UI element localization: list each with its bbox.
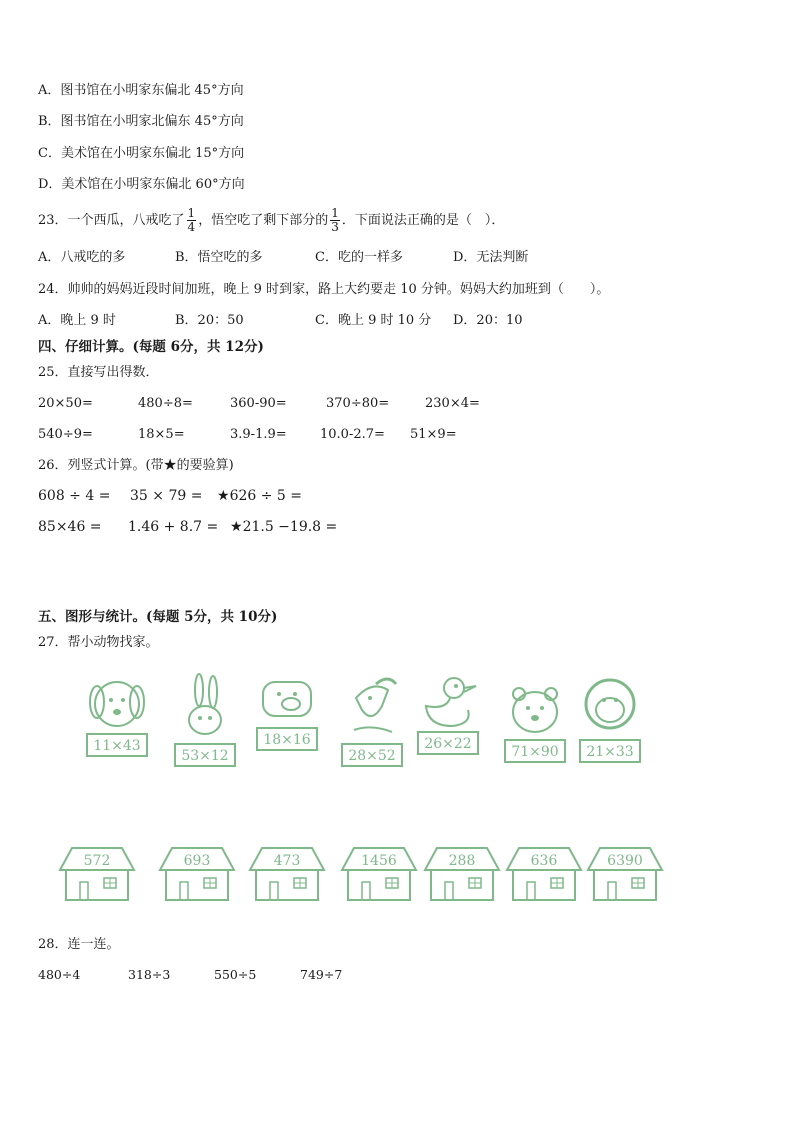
q25-item: 540÷9= — [38, 427, 93, 442]
q26-item-starred — [217, 488, 302, 504]
q26-title: 26．列竖式计算。(带★的要验算) — [38, 458, 234, 473]
q26-item-text: 626 ÷ 5 = — [229, 488, 303, 504]
q28-item: 318÷3 — [128, 967, 171, 982]
q22-option-c: C．美术馆在小明家东偏北 15°方向 — [38, 146, 245, 161]
q25-title: 25．直接写出得数． — [38, 365, 159, 380]
q23-fraction-2 — [330, 207, 340, 234]
q28-item: 480÷4 — [38, 967, 81, 982]
q26-item: 1.46 + 8.7 = — [128, 519, 219, 535]
q23-option-b: B．悟空吃的多 — [175, 250, 263, 265]
animal-label: 18×16 — [263, 732, 311, 748]
monkey-icon — [580, 680, 640, 762]
star-icon: ★ — [230, 519, 243, 535]
q25-item: 20×50= — [38, 396, 93, 411]
q25-item: 480÷8= — [138, 396, 193, 411]
house-label: 693 — [183, 853, 211, 869]
q24-option-a: A．晚上 9 时 — [38, 313, 116, 328]
q23-fraction-1 — [187, 207, 197, 234]
house-label: 636 — [530, 853, 558, 869]
section-5-heading: 五、图形与统计。(每题 5分，共 10分) — [38, 609, 278, 625]
animal-label: 28×52 — [348, 748, 396, 764]
house-icon — [588, 848, 662, 900]
pig-icon — [257, 682, 317, 750]
house-icon — [342, 848, 416, 900]
q23-question — [38, 203, 504, 239]
q23-text-1: 23．一个西瓜，八戒吃了 — [38, 213, 185, 228]
house-label: 473 — [273, 853, 301, 869]
q24-question — [38, 282, 609, 298]
q25-item: 370÷80= — [326, 396, 390, 411]
q25-item: 230×4= — [425, 396, 480, 411]
house-icon — [250, 848, 324, 900]
bear-icon — [505, 688, 565, 762]
q23-option-a: A．八戒吃的多 — [38, 250, 126, 265]
q26-item-text: 21.5 −19.8 = — [242, 519, 338, 535]
house-icon — [60, 848, 134, 900]
q23-fraction-1-numerator: 1 — [187, 206, 196, 220]
animal-label: 11×43 — [93, 738, 141, 754]
q23-text-2: ，悟空吃了剩下部分的 — [198, 213, 329, 228]
q23-option-d: D．无法判断 — [453, 250, 529, 265]
goat-icon — [342, 679, 402, 766]
q24-text-a: 24．帅帅的妈妈近段时间加班，晚上 9 时到家，路上大约要走 10 分钟。妈妈大约加班到（ — [38, 282, 564, 297]
animal-label: 53×12 — [181, 748, 229, 764]
animal-label: 71×90 — [511, 744, 559, 760]
rabbit-icon — [175, 674, 235, 766]
q25-item: 18×5= — [138, 427, 185, 442]
q22-option-a: A．图书馆在小明家东偏北 45°方向 — [38, 83, 244, 98]
animals-illustration — [60, 670, 660, 780]
animal-label: 21×33 — [586, 744, 634, 760]
q25-item: 51×9= — [410, 427, 457, 442]
q28-item: 749÷7 — [300, 967, 343, 982]
q23-option-c: C．吃的一样多 — [315, 250, 403, 265]
q25-item: 3.9-1.9= — [230, 427, 287, 442]
q25-item: 10.0-2.7= — [320, 427, 385, 442]
q26-item: 608 ÷ 4 = — [38, 488, 111, 504]
animal-label: 26×22 — [424, 736, 472, 752]
q23-fraction-1-denominator: 4 — [187, 220, 196, 234]
q26-item: 35 × 79 = — [130, 488, 203, 504]
duck-icon — [418, 678, 478, 754]
q23-fraction-2-numerator: 1 — [331, 206, 339, 220]
q22-option-d: D．美术馆在小明家东偏北 60°方向 — [38, 177, 245, 192]
dog-icon — [87, 682, 147, 756]
q26-item: 85×46 = — [38, 519, 102, 535]
q24-option-d: D．20：10 — [453, 313, 523, 328]
q27-title: 27．帮小动物找家。 — [38, 635, 159, 650]
house-icon — [507, 848, 581, 900]
star-icon: ★ — [217, 488, 230, 504]
houses-illustration — [55, 838, 675, 908]
q28-item: 550÷5 — [214, 967, 257, 982]
q22-option-b: B．图书馆在小明家北偏东 45°方向 — [38, 114, 244, 129]
q23-text-3: ．下面说法正确的是（ ）． — [341, 213, 505, 228]
q24-option-c: C．晚上 9 时 10 分 — [315, 313, 432, 328]
q26-item-starred — [230, 519, 337, 535]
q24-option-b: B．20：50 — [175, 313, 244, 328]
house-icon — [425, 848, 499, 900]
q28-title: 28．连一连。 — [38, 937, 120, 952]
house-label: 572 — [83, 853, 111, 869]
q23-fraction-2-denominator: 3 — [331, 220, 339, 234]
house-label: 288 — [448, 853, 476, 869]
house-label: 6390 — [607, 853, 643, 869]
house-icon — [160, 848, 234, 900]
q25-item: 360-90= — [230, 396, 287, 411]
house-label: 1456 — [361, 853, 397, 869]
section-4-heading: 四、仔细计算。(每题 6分，共 12分) — [38, 339, 264, 355]
q24-text-b: ）。 — [589, 282, 610, 297]
